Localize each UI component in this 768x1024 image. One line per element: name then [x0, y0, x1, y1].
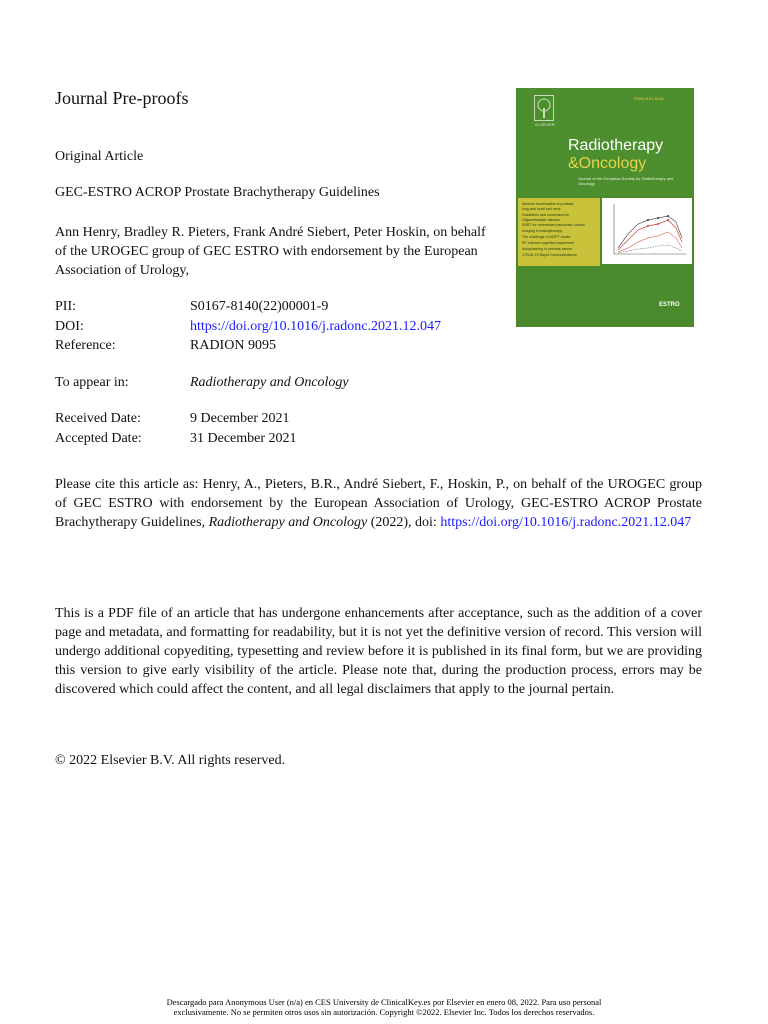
cover-contents-item: Adverse fractionation in prostate, [522, 202, 575, 206]
elsevier-tree-icon [534, 95, 554, 121]
received-date-label: Received Date: [55, 411, 141, 426]
cover-contents-item: COVID-19 Rapid Communications [522, 253, 577, 257]
citation-middle: (2022), doi: [367, 515, 441, 530]
cover-chart-illustration [602, 198, 692, 264]
cover-contents-item: Imaging in brachytherapy [522, 229, 563, 233]
cover-contents-item: Autoplanning in prostate cancer [522, 247, 573, 251]
doi-link[interactable]: https://doi.org/10.1016/j.radonc.2021.12.047 [190, 319, 441, 334]
disclaimer-paragraph: This is a PDF file of an article that has undergone enhancements after acceptance, such as the addition of a cover page and metadata, and formatting for readability, but it is not yet the definitive version of record. This version will undergo additional copyediting, typesetting and review before it is published in its final form, but we are providing this version to give early visibility of the article. Please note that, during the production process, errors may be discovered which could affect the content, and all legal disclaimers that apply to the journal pertain. [55, 606, 702, 697]
journal-cover [516, 88, 694, 327]
accepted-date-label: Accepted Date: [55, 431, 142, 446]
cover-footer [516, 268, 694, 327]
doi-label: DOI: [55, 319, 84, 334]
citation-text: Please cite this article as: Henry, A., Pieters, B.R., André Siebert, F., Hoskin, P., on behalf of the UROGEC group of GEC ESTRO with endorsement by the European Association of Urology, GEC-ESTRO ACROP Prostate Brachytherapy Guidelines, [55, 477, 702, 530]
cover-contents-item: lung and head and neck [522, 207, 561, 211]
reference-label: Reference: [55, 338, 116, 353]
cover-contents-item: RT induced cognitive impairment [522, 241, 575, 245]
cover-contents-item: SBRT for unresected pancreatic cancer [522, 223, 585, 227]
cover-journal-name-line2: &Oncology [568, 155, 647, 172]
citation-paragraph [55, 475, 702, 532]
citation-journal: Radiotherapy and Oncology [208, 515, 368, 530]
cover-issn: ISSN 0167-8140 [634, 96, 664, 101]
cover-contents-item: The challenge of MCPT nodes [522, 235, 571, 239]
received-date-value: 9 December 2021 [190, 411, 290, 426]
footer-line-2: exclusivamente. No se permiten otros usos sin autorización. Copyright ©2022. Elsevier Inc. Todos los derechos reservados. [173, 1007, 595, 1017]
appear-in-journal: Radiotherapy and Oncology [190, 375, 349, 390]
cover-contents-item: Oligometastatic disease [522, 218, 561, 222]
cover-society-logo: ESTRO [659, 302, 680, 308]
article-title: GEC-ESTRO ACROP Prostate Brachytherapy Guidelines [55, 185, 380, 200]
cover-contents-box [518, 198, 600, 266]
cover-publisher-logo-text: ELSEVIER [535, 122, 555, 127]
download-footer [0, 997, 768, 1017]
journal-label: Journal Pre-proofs [55, 88, 189, 108]
cover-journal-name-line1: Radiotherapy [568, 137, 664, 154]
accepted-date-value: 31 December 2021 [190, 431, 297, 446]
reference-value: RADION 9095 [190, 338, 276, 353]
pii-label: PII: [55, 299, 76, 314]
footer-line-1: Descargado para Anonymous User (n/a) en CES University de ClinicalKey.es por Elsevier en enero 08, 2022. Para uso personal [166, 997, 602, 1007]
pii-value: S0167-8140(22)00001-9 [190, 299, 329, 314]
citation-doi-link[interactable]: https://doi.org/10.1016/j.radonc.2021.12.047 [440, 515, 692, 530]
copyright-notice: © 2022 Elsevier B.V. All rights reserved. [55, 753, 286, 768]
cover-subtitle: Journal of the European Society for Radiotherapy and Oncology [578, 176, 674, 186]
cover-contents-item: Guidelines and consensus for [522, 213, 570, 217]
article-type: Original Article [55, 149, 144, 164]
appear-in-label: To appear in: [55, 375, 129, 390]
author-list: Ann Henry, Bradley R. Pieters, Frank André Siebert, Peter Hoskin, on behalf of the UROGEC group of GEC ESTRO with endorsement by the European Association of Urology, [55, 225, 486, 278]
